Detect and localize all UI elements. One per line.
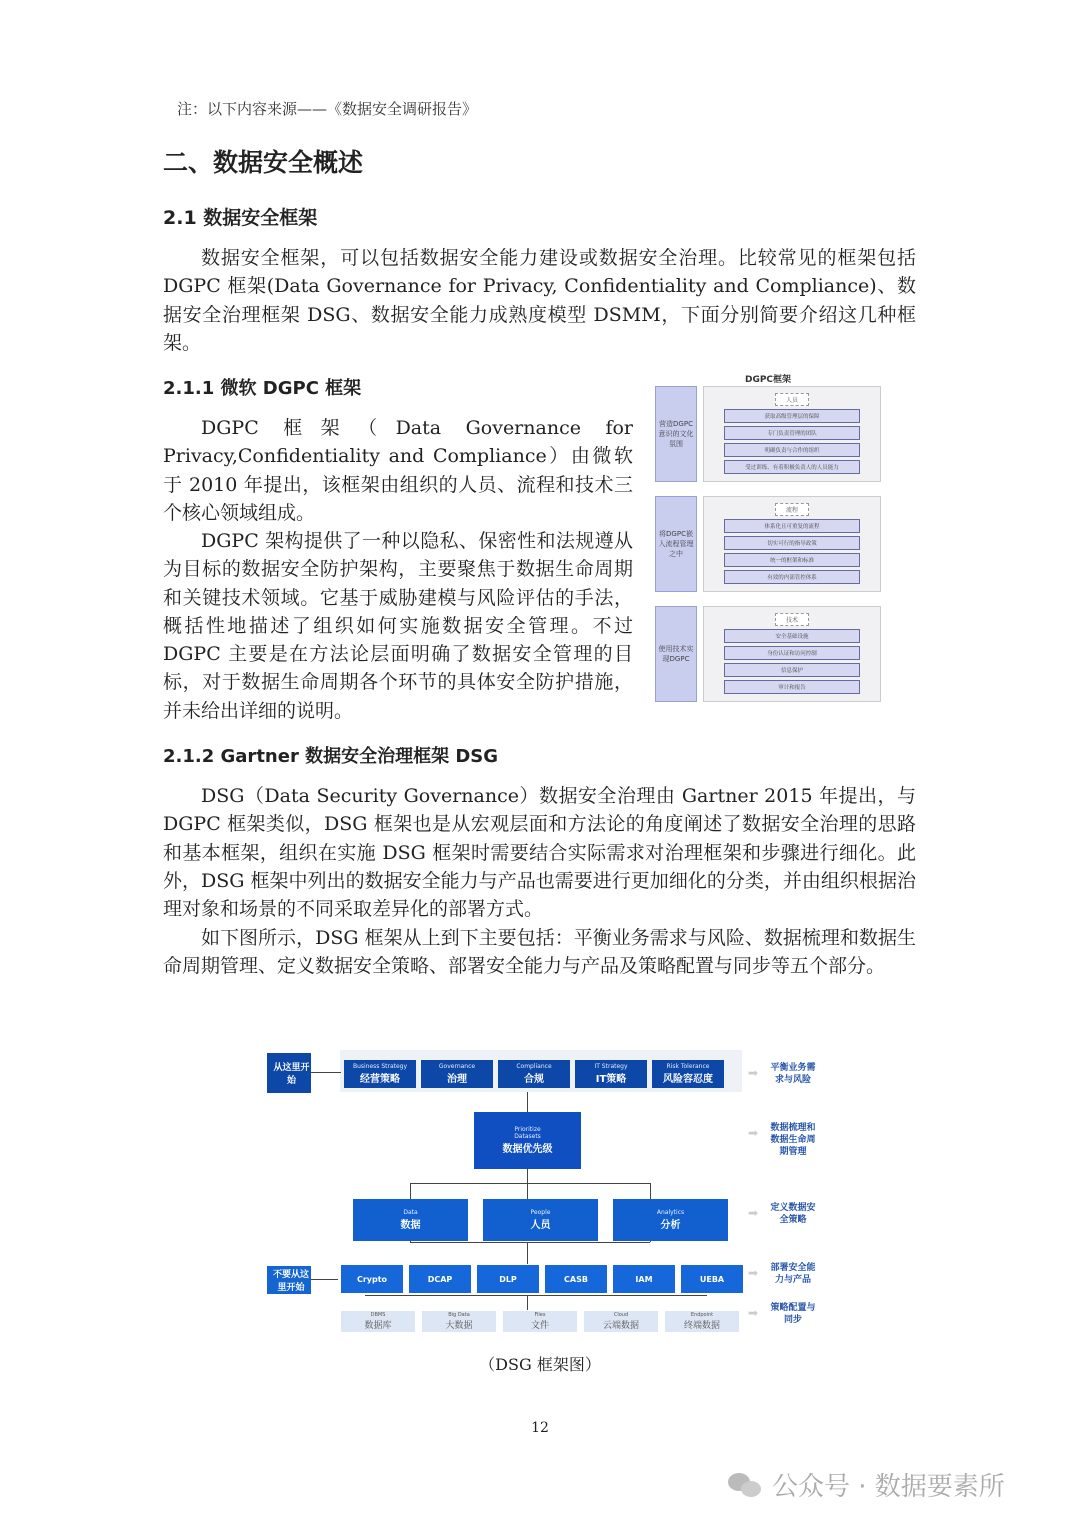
security-tool-box: UEBA bbox=[681, 1265, 743, 1293]
dsg-framework-figure bbox=[262, 1050, 830, 1340]
section-heading: 二、数据安全概述 bbox=[163, 148, 364, 177]
security-tool-box: Crypto bbox=[341, 1265, 403, 1293]
source-note: 注：以下内容来源——《数据安全调研报告》 bbox=[177, 100, 478, 118]
stage-label: 数据梳理和数据生命周期管理 bbox=[770, 1123, 816, 1157]
dgpc-paragraph-2: DGPC 架构提供了一种以隐私、保密性和法规遵从为目标的数据安全防护架构，主要聚焦于数据生命周期和关键技术领域。它基于威胁建模与风险评估的手法，概括性地描述了组织如何实施数据安全管理。不过 DGPC 主要是在方法论层面明确了数据安全管理的目标，对于数据生命周期各个环节的具体安全防护措施，并未给出详细的说明。 bbox=[163, 530, 633, 722]
arrow-right-icon: ➡ bbox=[748, 1206, 759, 1220]
dgpc-group bbox=[655, 386, 881, 482]
start-here-box: 从这里开始 bbox=[267, 1053, 311, 1093]
dgpc-group-label: 将DGPC嵌入流程管理之中 bbox=[655, 496, 697, 592]
subsection-heading: 2.1 数据安全框架 bbox=[163, 207, 318, 229]
dgpc-group-panel bbox=[703, 386, 881, 482]
dgpc-item: 受过训练、有着积极负责人的人员能力 bbox=[724, 460, 860, 474]
dgpc-item: 切实可行的指导政策 bbox=[724, 536, 860, 550]
strategy-box: Compliance 合规 bbox=[498, 1060, 570, 1088]
dgpc-item: 专门负责管理的团队 bbox=[724, 426, 860, 440]
dgpc-group-label: 营造DGPC意识的文化氛围 bbox=[655, 386, 697, 482]
strategy-box: Risk Tolerance 风险容忍度 bbox=[652, 1060, 724, 1088]
dgpc-group-head: 技术 bbox=[775, 613, 809, 626]
strategy-box: IT Strategy IT策略 bbox=[575, 1060, 647, 1088]
dgpc-framework-figure bbox=[655, 372, 881, 708]
dgpc-figure-title: DGPC框架 bbox=[744, 375, 792, 385]
do-not-start-here-box: 不要从这里开始 bbox=[267, 1266, 311, 1294]
dsg-heading: 2.1.2 Gartner 数据安全治理框架 DSG bbox=[163, 746, 499, 767]
policy-box: Analytics 分析 bbox=[613, 1199, 728, 1241]
dgpc-item: 身份认证和访问控制 bbox=[724, 646, 860, 660]
data-store-box: Big Data 大数据 bbox=[422, 1311, 496, 1332]
strategy-box: Business Strategy 经营策略 bbox=[344, 1060, 416, 1088]
dsg-paragraph-1: DSG（Data Security Governance）数据安全治理由 Gartner 2015 年提出，与 DGPC 框架类似，DSG 框架也是从宏观层面和方法论的角度阐述了数据安全治理的思路和基本框架，组织在实施 DSG 框架时需要结合实际需求对治理框架和步骤进行细化。此外，DSG 框架中列出的数据安全能力与产品也需要进行更加细化的分类，并由组织根据治理对象和场景的不同采取差异化的部署方式。 bbox=[163, 785, 916, 921]
dgpc-item: 统一的框架和标准 bbox=[724, 553, 860, 567]
dgpc-paragraph-1: DGPC 框架（Data Governance for Privacy,Confidentiality and Compliance）由微软于 2010 年提出，该框架由组织的人员、流程和技术三个核心领域组成。 bbox=[163, 417, 633, 524]
dgpc-item: 安全基础设施 bbox=[724, 629, 860, 643]
stage-label: 策略配置与同步 bbox=[770, 1303, 816, 1325]
dgpc-heading: 2.1.1 微软 DGPC 框架 bbox=[163, 378, 362, 399]
data-store-box: Files 文件 bbox=[503, 1311, 577, 1332]
data-store-box: Cloud 云端数据 bbox=[584, 1311, 658, 1332]
watermark: 公众号 · 数据要素所 bbox=[728, 1466, 1005, 1503]
strategy-box: Governance 治理 bbox=[421, 1060, 493, 1088]
security-tool-box: CASB bbox=[545, 1265, 607, 1293]
dgpc-group-label: 使用技术实现DGPC bbox=[655, 606, 697, 702]
intro-paragraph: 数据安全框架，可以包括数据安全能力建设或数据安全治理。比较常见的框架包括 DGPC 框架(Data Governance for Privacy, Confidentiality and Compliance)、数据安全治理框架 DSG、数据安全能力成熟度模型 DSMM，下面分别简要介绍这几种框架。 bbox=[163, 247, 916, 354]
dgpc-group-head: 人员 bbox=[775, 393, 809, 406]
dgpc-item: 审计和报告 bbox=[724, 680, 860, 694]
security-tool-box: DCAP bbox=[409, 1265, 471, 1293]
dgpc-item: 体系化且可重复的流程 bbox=[724, 519, 860, 533]
arrow-right-icon: ➡ bbox=[748, 1306, 759, 1320]
stage-label: 定义数据安全策略 bbox=[770, 1203, 816, 1225]
policy-box: Data 数据 bbox=[353, 1199, 468, 1241]
dgpc-item: 信息保护 bbox=[724, 663, 860, 677]
page-number: 12 bbox=[531, 1420, 549, 1436]
stage-label: 平衡业务需求与风险 bbox=[770, 1063, 816, 1085]
stage-label: 部署安全能力与产品 bbox=[770, 1263, 816, 1285]
arrow-right-icon: ➡ bbox=[748, 1066, 759, 1080]
dgpc-item: 明确负责与合作的组织 bbox=[724, 443, 860, 457]
dgpc-item: 有效的内部管控体系 bbox=[724, 570, 860, 584]
dgpc-group bbox=[655, 606, 881, 702]
dgpc-group-head: 流程 bbox=[775, 503, 809, 516]
dsg-paragraph-2: 如下图所示，DSG 框架从上到下主要包括：平衡业务需求与风险、数据梳理和数据生命周期管理、定义数据安全策略、部署安全能力与产品及策略配置与同步等五个部分。 bbox=[163, 927, 916, 978]
policy-box: People 人员 bbox=[483, 1199, 598, 1241]
dgpc-item: 获取高级管理层的保障 bbox=[724, 409, 860, 423]
security-tool-box: DLP bbox=[477, 1265, 539, 1293]
data-store-box: Endpoint 终端数据 bbox=[665, 1311, 739, 1332]
wechat-icon bbox=[728, 1471, 764, 1499]
data-store-box: DBMS 数据库 bbox=[341, 1311, 415, 1332]
figure-caption: （DSG 框架图） bbox=[479, 1355, 601, 1374]
prioritize-datasets-box: Prioritize Datasets 数据优先级 bbox=[474, 1112, 581, 1169]
dgpc-group-panel bbox=[703, 606, 881, 702]
security-tool-box: IAM bbox=[613, 1265, 675, 1293]
dgpc-group bbox=[655, 496, 881, 592]
arrow-right-icon: ➡ bbox=[748, 1266, 759, 1280]
arrow-right-icon: ➡ bbox=[748, 1126, 759, 1140]
dgpc-group-panel bbox=[703, 496, 881, 592]
